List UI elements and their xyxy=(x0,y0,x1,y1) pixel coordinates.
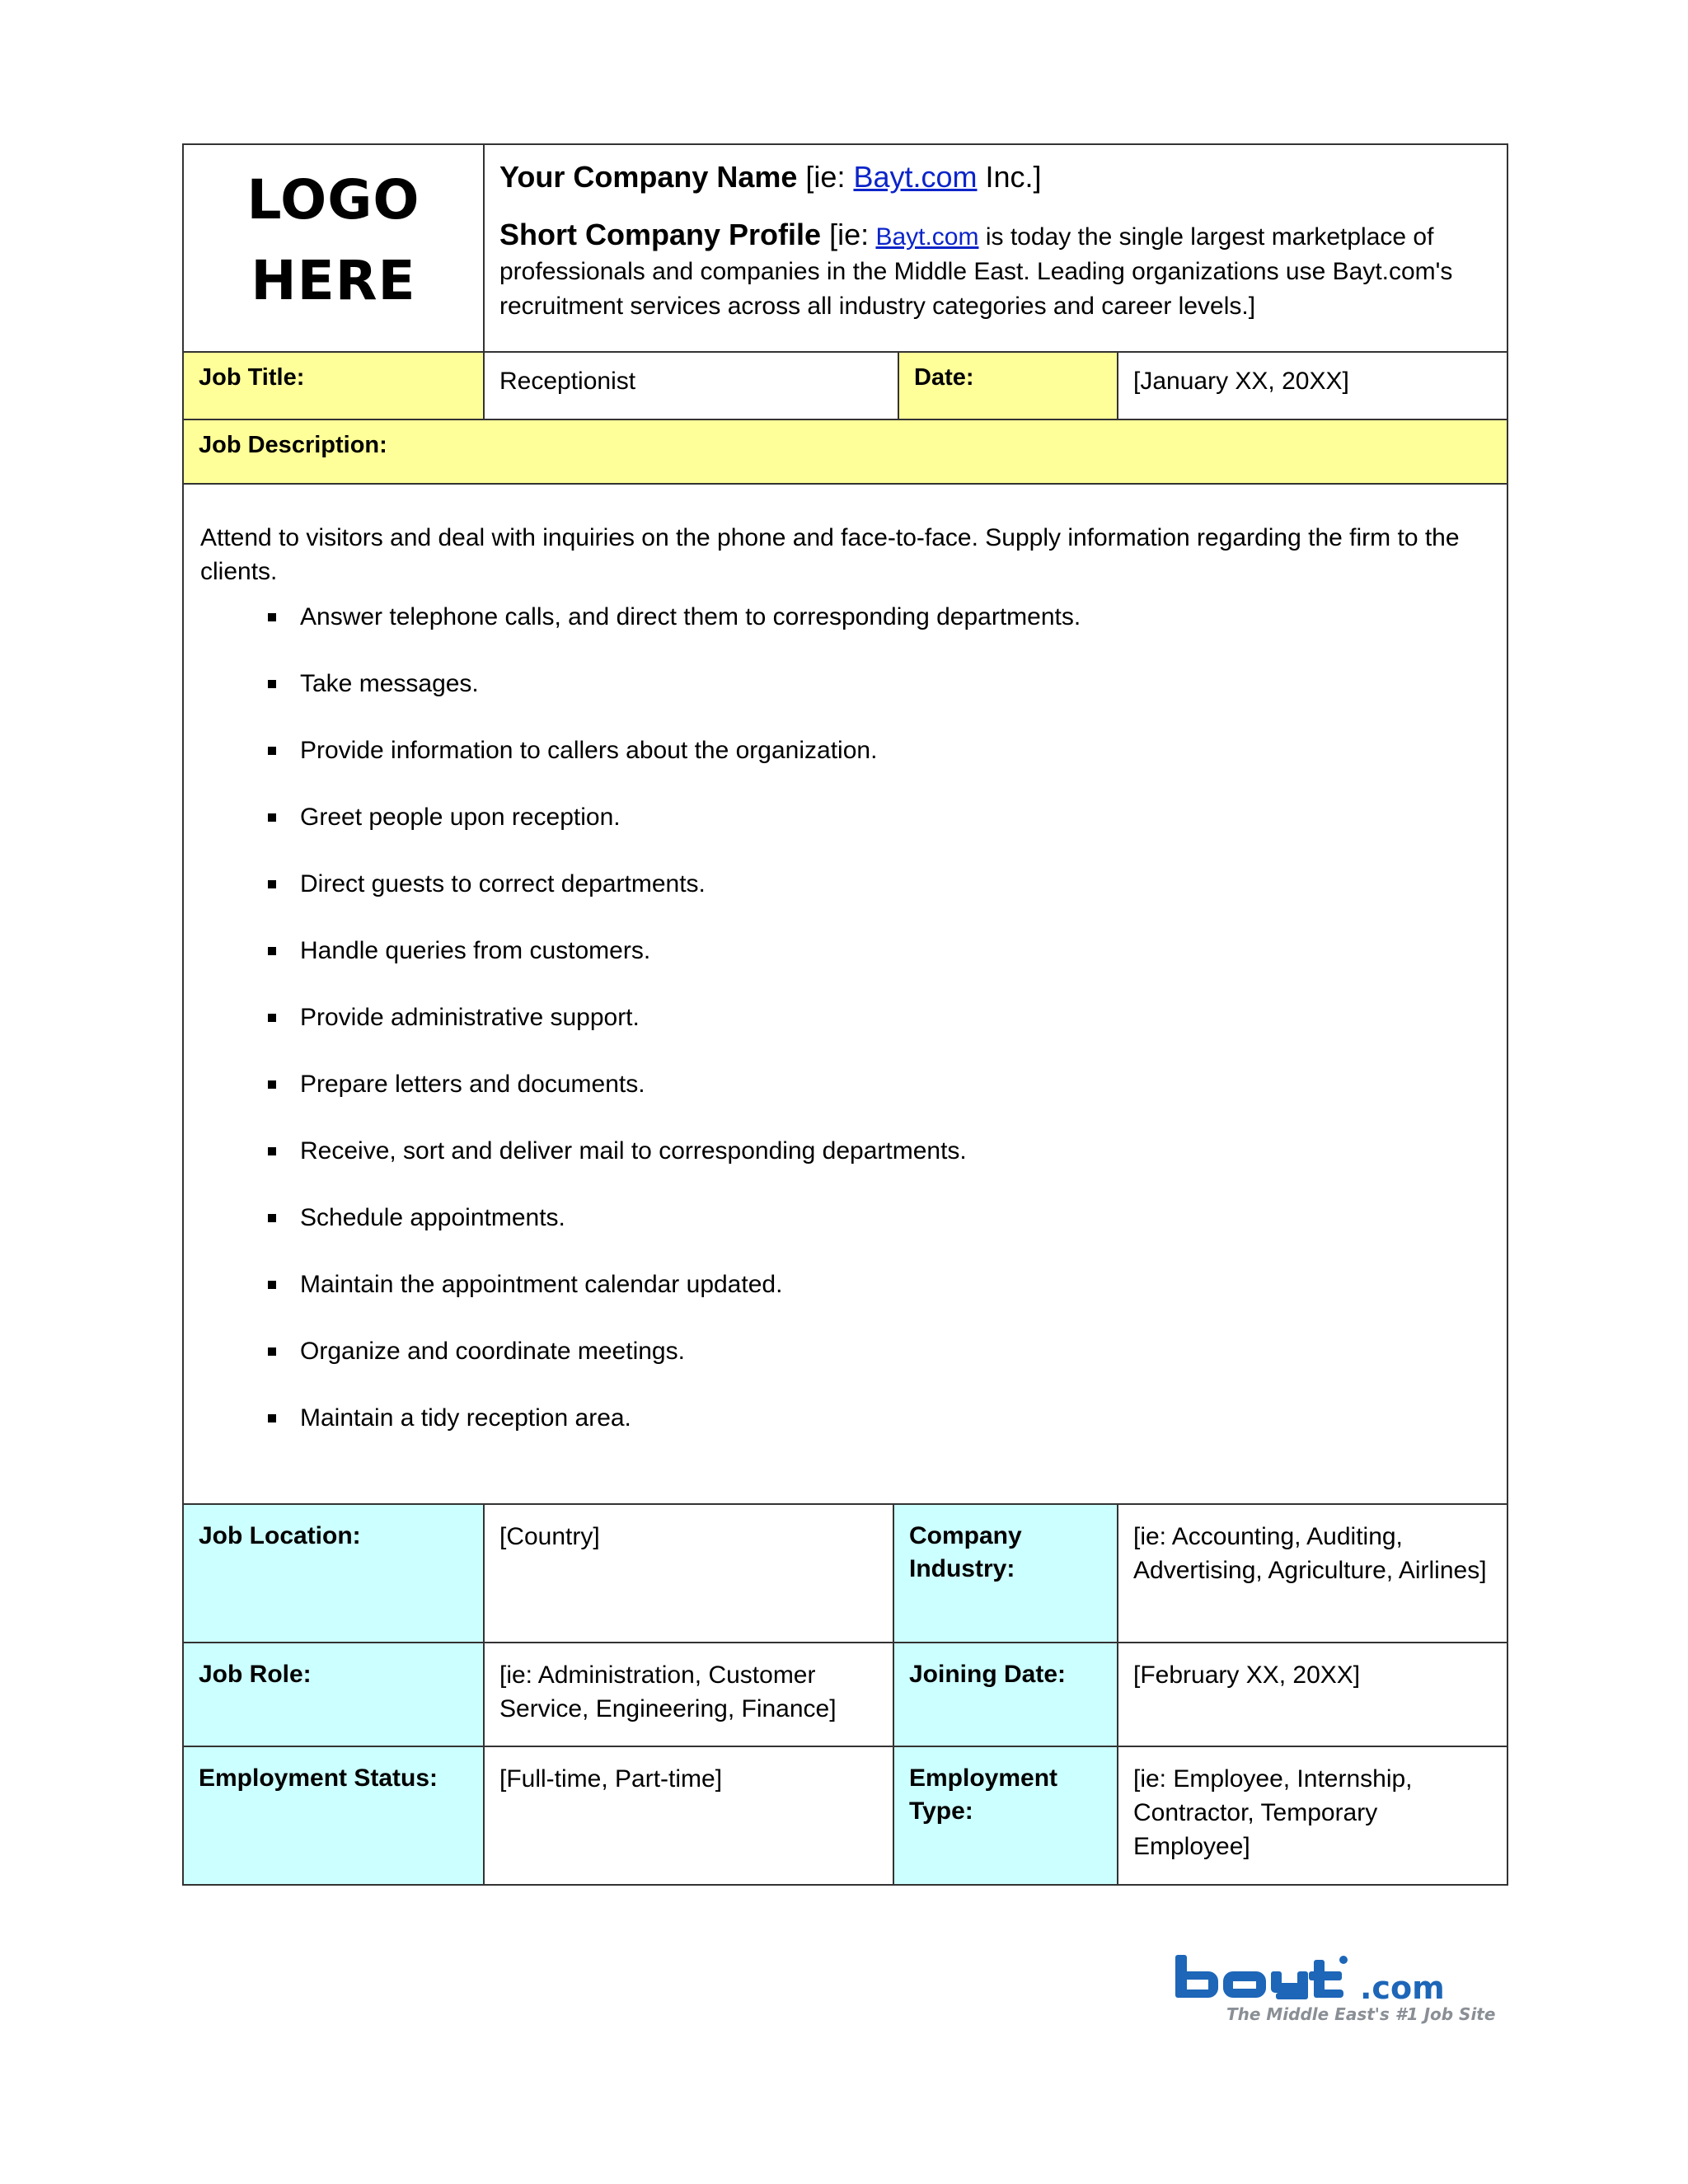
date-label: Date: xyxy=(898,352,1118,419)
company-info xyxy=(484,144,1507,352)
duty-text: Handle queries from customers. xyxy=(300,937,651,964)
job-role-label: Job Role: xyxy=(183,1643,484,1746)
job-description-intro: Attend to visitors and deal with inquiries on the phone and face-to-face. Supply information regarding the firm to the clients. xyxy=(200,524,1460,585)
duty-item xyxy=(200,1334,1490,1401)
duty-text: Greet people upon reception. xyxy=(300,804,621,831)
square-bullet-icon xyxy=(268,1080,276,1089)
duty-item xyxy=(200,600,1490,667)
company-name-label: Your Company Name xyxy=(499,160,798,194)
job-location-label: Job Location: xyxy=(183,1504,484,1643)
square-bullet-icon xyxy=(268,947,276,955)
square-bullet-icon xyxy=(268,680,276,688)
job-title-label: Job Title: xyxy=(183,352,484,419)
logo-placeholder xyxy=(183,144,484,352)
logo-line-2: HERE xyxy=(251,249,416,312)
duty-text: Answer telephone calls, and direct them to corresponding departments. xyxy=(300,603,1081,630)
company-industry-value: [ie: Accounting, Auditing, Advertising, Agriculture, Airlines] xyxy=(1118,1504,1507,1643)
joining-date-label: Joining Date: xyxy=(893,1643,1118,1746)
logo-line-1: LOGO xyxy=(246,168,420,232)
company-name xyxy=(499,157,1492,198)
company-name-link[interactable]: Bayt.com xyxy=(853,160,978,194)
employment-status-label: Employment Status: xyxy=(183,1746,484,1885)
duty-item xyxy=(200,1067,1490,1134)
date-value: [January XX, 20XX] xyxy=(1118,352,1507,419)
duty-text: Maintain the appointment calendar updated. xyxy=(300,1271,783,1298)
bayt-wordmark-icon xyxy=(1175,1953,1373,2004)
duty-text: Receive, sort and deliver mail to corresponding departments. xyxy=(300,1137,967,1165)
company-industry-label: Company Industry: xyxy=(893,1504,1118,1643)
duty-item xyxy=(200,867,1490,934)
company-name-suffix: Inc.] xyxy=(985,160,1042,194)
duty-text: Direct guests to correct departments. xyxy=(300,870,706,898)
company-name-prefix: [ie: xyxy=(805,160,846,194)
square-bullet-icon xyxy=(268,880,276,888)
duty-text: Provide administrative support. xyxy=(300,1004,640,1031)
duty-item xyxy=(200,1201,1490,1268)
job-description-label: Job Description: xyxy=(183,419,1507,484)
square-bullet-icon xyxy=(268,1281,276,1289)
duty-item xyxy=(200,733,1490,800)
duty-text: Organize and coordinate meetings. xyxy=(300,1338,685,1365)
duty-item xyxy=(200,1001,1490,1067)
job-location-value: [Country] xyxy=(484,1504,893,1643)
duty-item xyxy=(200,1401,1490,1468)
square-bullet-icon xyxy=(268,1014,276,1022)
duty-item xyxy=(200,934,1490,1001)
square-bullet-icon xyxy=(268,1214,276,1222)
square-bullet-icon xyxy=(268,1347,276,1356)
job-role-value: [ie: Administration, Customer Service, Engineering, Finance] xyxy=(484,1643,893,1746)
square-bullet-icon xyxy=(268,1414,276,1422)
square-bullet-icon xyxy=(268,813,276,822)
employment-status-value: [Full-time, Part-time] xyxy=(484,1746,893,1885)
profile-text: is today the single largest marketplace of professionals and companies in the Middle East. Leading organizations use Bayt.com's recruitment services across all industry categories and career levels.] xyxy=(499,223,1453,320)
bayt-logo-dotcom: .com xyxy=(1360,1970,1445,2006)
joining-date-value: [February XX, 20XX] xyxy=(1118,1643,1507,1746)
square-bullet-icon xyxy=(268,747,276,755)
bayt-logo xyxy=(1175,1953,1496,2027)
duty-text: Prepare letters and documents. xyxy=(300,1071,645,1098)
duty-item xyxy=(200,1134,1490,1201)
profile-label: Short Company Profile xyxy=(499,218,822,251)
bayt-tagline: The Middle East's #1 Job Site xyxy=(1226,2004,1496,2024)
employment-type-value: [ie: Employee, Internship, Contractor, Temporary Employee] xyxy=(1118,1746,1507,1885)
job-title-value: Receptionist xyxy=(484,352,898,419)
duty-item xyxy=(200,1268,1490,1334)
company-profile xyxy=(499,218,1492,324)
job-description-table xyxy=(182,143,1508,1886)
duty-item xyxy=(200,667,1490,733)
profile-link[interactable]: Bayt.com xyxy=(875,223,979,251)
job-description-body xyxy=(183,484,1507,1504)
duty-text: Take messages. xyxy=(300,670,479,697)
profile-prefix: [ie: xyxy=(829,218,870,251)
duty-text: Provide information to callers about the organization. xyxy=(300,737,878,764)
duty-item xyxy=(200,800,1490,867)
duty-text: Schedule appointments. xyxy=(300,1204,565,1231)
square-bullet-icon xyxy=(268,613,276,621)
square-bullet-icon xyxy=(268,1147,276,1155)
duty-text: Maintain a tidy reception area. xyxy=(300,1404,631,1432)
employment-type-label: Employment Type: xyxy=(893,1746,1118,1885)
duties-list xyxy=(200,600,1490,1468)
